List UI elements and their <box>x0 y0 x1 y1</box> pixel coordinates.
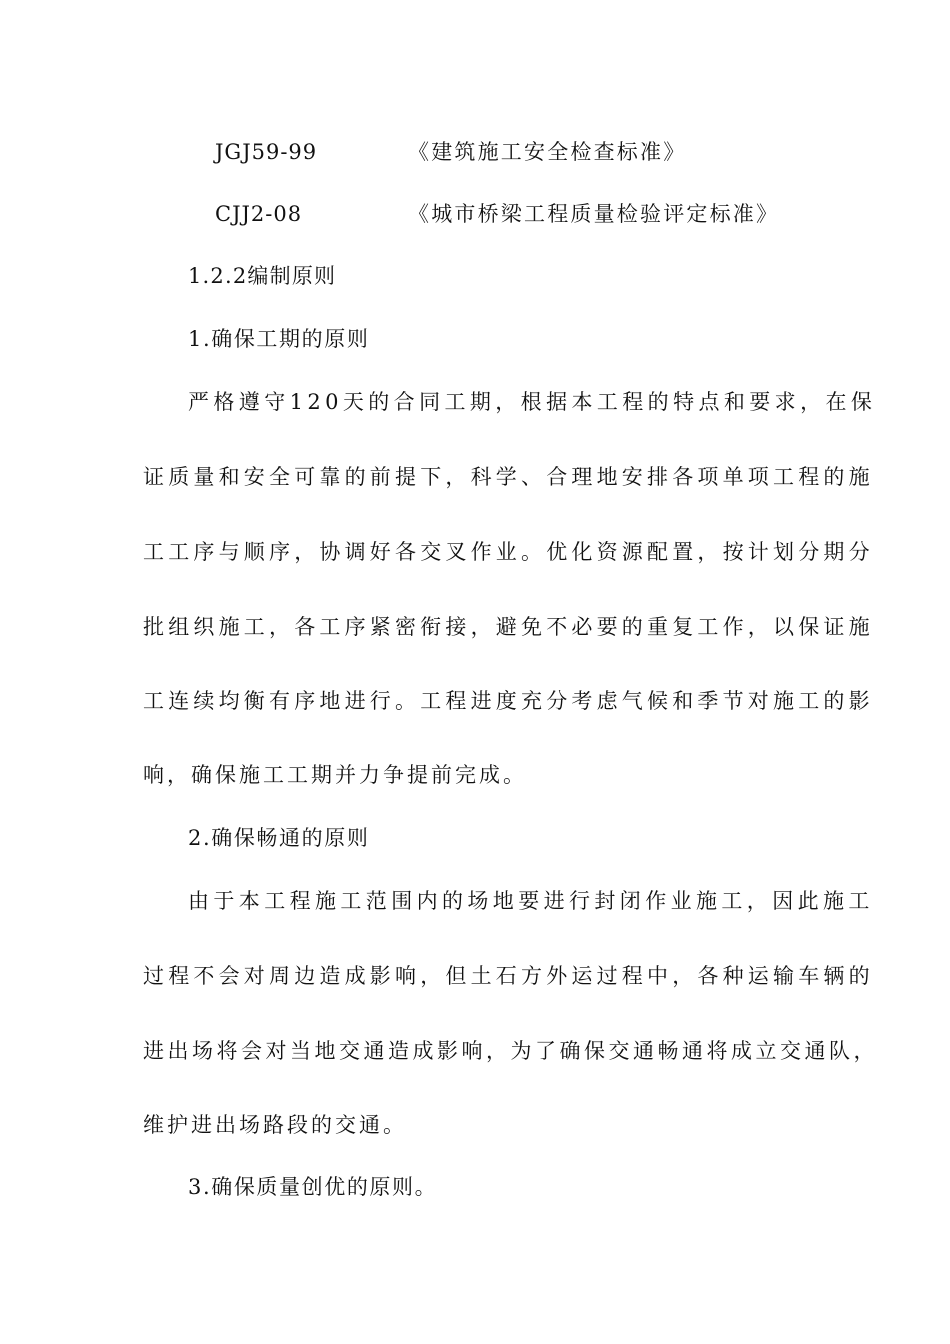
paragraph-line: 响，确保施工工期并力争提前完成。 <box>143 763 527 787</box>
paragraph-line: 严格遵守120天的合同工期，根据本工程的特点和要求，在保 <box>188 390 877 414</box>
reference-title: 《建筑施工安全检查标准》 <box>408 140 687 164</box>
principle-heading: 3.确保质量创优的原则。 <box>188 1175 438 1199</box>
principle-heading: 2.确保畅通的原则 <box>188 826 370 850</box>
principle-heading: 1.确保工期的原则 <box>188 327 370 351</box>
paragraph-line: 批组织施工，各工序紧密衔接，避免不必要的重复工作，以保证施 <box>143 615 874 639</box>
reference-title: 《城市桥梁工程质量检验评定标准》 <box>408 202 780 226</box>
paragraph-line: 工工序与顺序，协调好各交叉作业。优化资源配置，按计划分期分 <box>143 540 874 564</box>
reference-code: CJJ2-08 <box>215 202 303 226</box>
reference-code: JGJ59-99 <box>215 140 318 164</box>
paragraph-line: 工连续均衡有序地进行。工程进度充分考虑气候和季节对施工的影 <box>143 689 874 713</box>
paragraph-line: 进出场将会对当地交通造成影响，为了确保交通畅通将成立交通队， <box>143 1039 878 1063</box>
paragraph-line: 维护进出场路段的交通。 <box>143 1113 407 1137</box>
section-heading: 1.2.2编制原则 <box>188 264 337 288</box>
paragraph-line: 由于本工程施工范围内的场地要进行封闭作业施工，因此施工 <box>188 889 874 913</box>
paragraph-line: 过程不会对周边造成影响，但土石方外运过程中，各种运输车辆的 <box>143 964 874 988</box>
paragraph-line: 证质量和安全可靠的前提下，科学、合理地安排各项单项工程的施 <box>143 465 874 489</box>
